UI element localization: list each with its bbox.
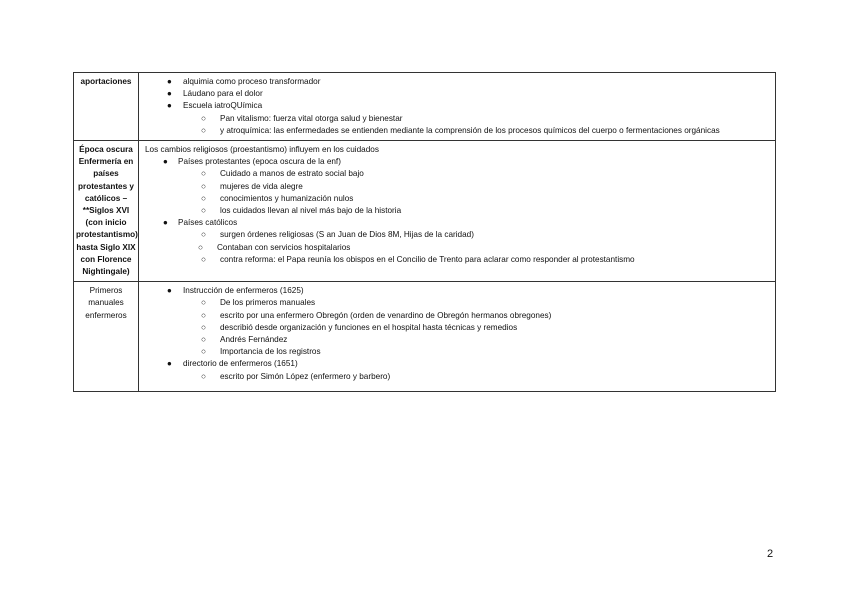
row-label: Primeros manuales enfermeros <box>74 282 139 392</box>
table-row <box>74 73 776 141</box>
hollow-bullet-icon: ○ <box>201 371 206 381</box>
list-item: ○ mujeres de vida alegre <box>145 181 769 193</box>
list-item: ● directorio de enfermeros (1651) <box>145 358 769 370</box>
list-item: ○ surgen órdenes religiosas (S an Juan de Dios 8M, Hijas de la caridad) <box>145 229 769 241</box>
hollow-bullet-icon: ○ <box>201 125 206 135</box>
list-item: ○ escrito por una enfermero Obregón (orden de venardino de Obregón hermanos obregones) <box>145 310 769 322</box>
hollow-bullet-icon: ○ <box>201 335 206 345</box>
row-content <box>139 73 776 141</box>
hollow-bullet-icon: ○ <box>201 254 206 264</box>
row-label: Época oscura Enfermería en países protestantes y católicos – **Siglos XVI (con inicio protestantismo) hasta Siglo XIX con Florence Nightingale) <box>74 141 139 282</box>
list-item: ○ Pan vitalismo: fuerza vital otorga salud y bienestar <box>145 113 769 125</box>
list-item: ○ escrito por Simón López (enfermero y barbero) <box>145 371 769 383</box>
list-item: ○ conocimientos y humanización nulos <box>145 193 769 205</box>
list-item: ○ Contaban con servicios hospitalarios <box>145 242 769 254</box>
hollow-bullet-icon: ○ <box>201 347 206 357</box>
list-item: ○ describió desde organización y funciones en el hospital hasta técnicas y remedios <box>145 322 769 334</box>
table-row <box>74 141 776 282</box>
bullet-list <box>145 156 769 266</box>
page-number: 2 <box>767 548 774 560</box>
row-content <box>139 141 776 282</box>
list-item: ● Escuela iatroQUímica <box>145 100 769 112</box>
list-item: ○ Andrés Fernández <box>145 334 769 346</box>
list-item: ○ los cuidados llevan al nivel más bajo de la historia <box>145 205 769 217</box>
list-item: ● Países católicos <box>145 217 769 229</box>
hollow-bullet-icon: ○ <box>201 113 206 123</box>
bullet-list <box>145 76 769 137</box>
hollow-bullet-icon: ○ <box>201 181 206 191</box>
list-item: ○ Cuidado a manos de estrato social bajo <box>145 168 769 180</box>
list-item: ○ contra reforma: el Papa reunía los obispos en el Concilio de Trento para aclarar como responder al protestantismo <box>145 254 769 266</box>
hollow-bullet-icon: ○ <box>201 298 206 308</box>
hollow-bullet-icon: ○ <box>201 310 206 320</box>
row-content <box>139 282 776 392</box>
hollow-bullet-icon: ○ <box>201 230 206 240</box>
hollow-bullet-icon: ○ <box>201 193 206 203</box>
row-intro: Los cambios religiosos (proestantismo) influyem en los cuidados <box>145 145 379 155</box>
list-item: ● Láudano para el dolor <box>145 88 769 100</box>
hollow-bullet-icon: ○ <box>198 242 203 252</box>
list-item: ○ De los primeros manuales <box>145 297 769 309</box>
filled-bullet-icon: ● <box>167 89 172 99</box>
bullet-list <box>145 285 769 383</box>
filled-bullet-icon: ● <box>167 101 172 111</box>
hollow-bullet-icon: ○ <box>201 206 206 216</box>
notes-table <box>73 72 776 392</box>
table-row <box>74 282 776 392</box>
filled-bullet-icon: ● <box>167 77 172 86</box>
list-item: ● alquimia como proceso transformador <box>145 76 769 88</box>
row-label: aportaciones <box>74 73 139 141</box>
list-item: ● Países protestantes (epoca oscura de la enf) <box>145 156 769 168</box>
list-item: ○ y atroquímica: las enfermedades se entienden mediante la comprensión de los procesos químicos del cuerpo o fermentaciones orgánicas <box>145 125 769 137</box>
list-item: ● Instrucción de enfermeros (1625) <box>145 285 769 297</box>
hollow-bullet-icon: ○ <box>201 322 206 332</box>
list-item: ○ Importancia de los registros <box>145 346 769 358</box>
filled-bullet-icon: ● <box>167 359 172 369</box>
filled-bullet-icon: ● <box>163 218 168 228</box>
filled-bullet-icon: ● <box>163 157 168 167</box>
filled-bullet-icon: ● <box>167 286 172 296</box>
hollow-bullet-icon: ○ <box>201 169 206 179</box>
